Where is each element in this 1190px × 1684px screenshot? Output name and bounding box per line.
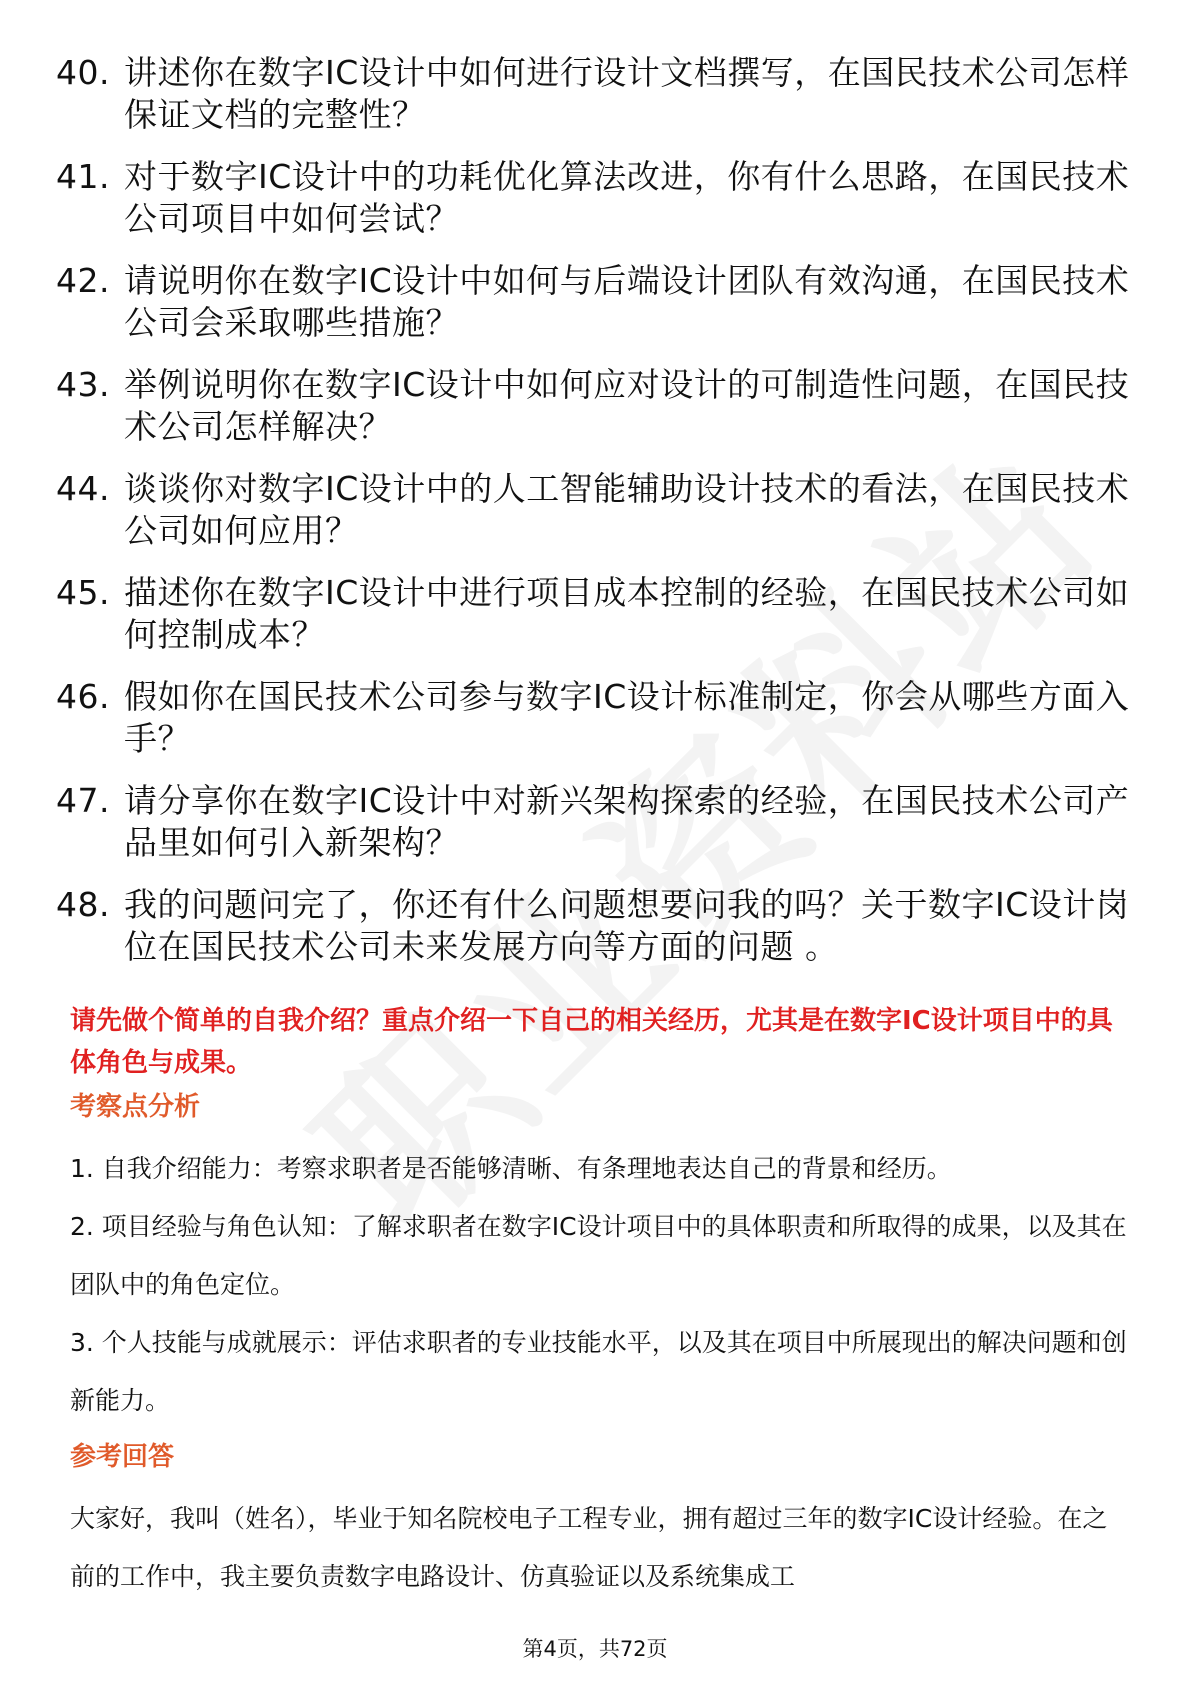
question-item [56, 468, 1136, 552]
analysis-item: 3. 个人技能与成就展示：评估求职者的专业技能水平，以及其在项目中所展现出的解决问题和创新能力。 [70, 1328, 1127, 1415]
featured-question: 请先做个简单的自我介绍？重点介绍一下自己的相关经历，尤其是在数字IC设计项目中的具体角色与成果。 [70, 1006, 1113, 1078]
question-text: 请分享你在数字IC设计中对新兴架构探索的经验，在国民技术公司产品里如何引入新架构？ [124, 781, 1130, 862]
question-item [56, 260, 1136, 344]
question-text: 假如你在国民技术公司参与数字IC设计标准制定，你会从哪些方面入手？ [124, 677, 1130, 758]
question-number: 40. [56, 53, 110, 92]
question-number: 46. [56, 677, 110, 716]
question-text: 举例说明你在数字IC设计中如何应对设计的可制造性问题，在国民技术公司怎样解决？ [124, 365, 1130, 446]
question-number: 45. [56, 573, 110, 612]
reference-answer-text: 大家好，我叫（姓名），毕业于知名院校电子工程专业，拥有超过三年的数字IC设计经验。在之前的工作中，我主要负责数字电路设计、仿真验证以及系统集成工 [70, 1504, 1108, 1591]
question-number: 42. [56, 261, 110, 300]
question-item [56, 364, 1136, 448]
analysis-heading: 考察点分析 [70, 1092, 201, 1122]
question-item [56, 156, 1136, 240]
question-number: 41. [56, 157, 110, 196]
question-item [56, 884, 1136, 968]
question-text: 对于数字IC设计中的功耗优化算法改进，你有什么思路，在国民技术公司项目中如何尝试？ [124, 157, 1130, 238]
question-text: 我的问题问完了，你还有什么问题想要问我的吗？关于数字IC设计岗位在国民技术公司未来发展方向等方面的问题 。 [124, 885, 1130, 966]
question-item [56, 780, 1136, 864]
analysis-item: 2. 项目经验与角色认知：了解求职者在数字IC设计项目中的具体职责和所取得的成果，以及其在团队中的角色定位。 [70, 1212, 1127, 1299]
question-number: 47. [56, 781, 110, 820]
analysis-list [70, 1140, 1130, 1430]
page-footer: 第4页，共72页 [522, 1637, 668, 1661]
analysis-item: 1. 自我介绍能力：考察求职者是否能够清晰、有条理地表达自己的背景和经历。 [70, 1154, 952, 1183]
question-text: 描述你在数字IC设计中进行项目成本控制的经验，在国民技术公司如何控制成本？ [124, 573, 1130, 654]
question-item [56, 52, 1136, 136]
question-item [56, 572, 1136, 656]
question-list [56, 52, 1136, 988]
question-number: 43. [56, 365, 110, 404]
question-number: 48. [56, 885, 110, 924]
question-text: 讲述你在数字IC设计中如何进行设计文档撰写，在国民技术公司怎样保证文档的完整性？ [124, 53, 1130, 134]
reference-heading: 参考回答 [70, 1442, 175, 1472]
question-text: 请说明你在数字IC设计中如何与后端设计团队有效沟通，在国民技术公司会采取哪些措施？ [124, 261, 1130, 342]
question-item [56, 676, 1136, 760]
question-number: 44. [56, 469, 110, 508]
question-text: 谈谈你对数字IC设计中的人工智能辅助设计技术的看法，在国民技术公司如何应用？ [124, 469, 1130, 550]
